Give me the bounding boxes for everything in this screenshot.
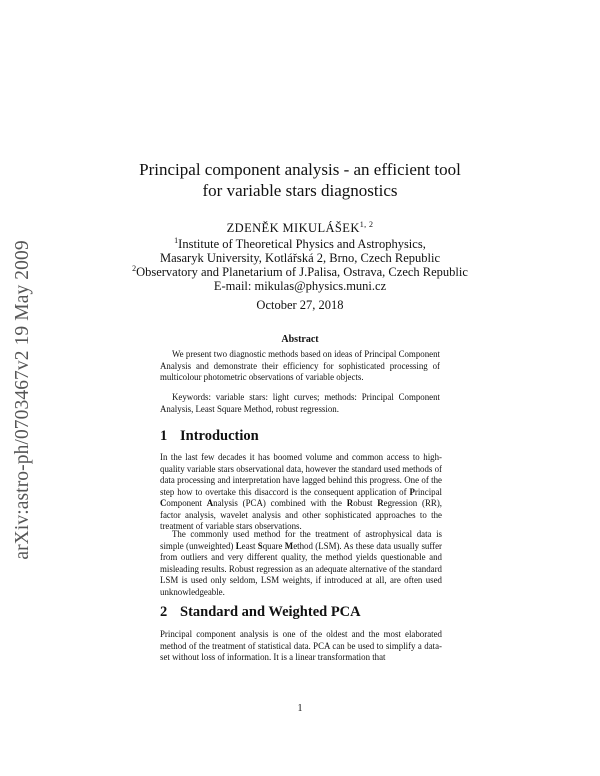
text-run: quare [262, 540, 285, 551]
author-line [100, 221, 500, 236]
bold-letter: P [409, 486, 415, 497]
author-affiliation-marks: 1, 2 [359, 219, 374, 229]
abstract-heading: Abstract [281, 334, 319, 345]
arxiv-identifier: arXiv:astro-ph/0703467v2 19 May 2009 [12, 240, 33, 560]
keywords: Keywords: variable stars: light curves; methods: Principal Component Analysis, Least Square Method, robust regression. [160, 392, 440, 414]
arxiv-sidebar [8, 200, 38, 600]
bold-letter: R [377, 498, 384, 508]
affiliation-1-line-2: Masaryk University, Kotlářská 2, Brno, Czech Republic [159, 251, 441, 265]
bold-letter: C [160, 498, 167, 508]
section-heading-pca [160, 604, 480, 621]
intro-paragraph-1 [160, 452, 442, 533]
paper-title-line-1: Principal component analysis - an efficient tool [139, 160, 461, 179]
abstract-text: We present two diagnostic methods based on ideas of Principal Component Analysis and demonstrate their efficiency for sophisticated processing of multicolour photometric observations of variable objects. [160, 349, 440, 383]
text-run: The commonly used method for the treatment of astrophysical data is simple (unweighted) [160, 529, 442, 551]
section-number: 1 [160, 428, 168, 444]
text-run: nalysis (PCA) combined with the [213, 498, 347, 508]
paper-title-line-2: for variable stars diagnostics [202, 181, 398, 200]
text-run: east [241, 540, 258, 551]
section-heading-introduction [160, 428, 480, 445]
affiliation-2 [100, 265, 500, 280]
section-number: 2 [160, 604, 168, 620]
bold-letter: L [235, 540, 242, 551]
paper-date: October 27, 2018 [256, 298, 344, 312]
text-run: rincipal [414, 486, 442, 497]
text-run: omponent [166, 498, 207, 508]
page-number: 1 [297, 703, 303, 714]
affiliation-1-text: Institute of Theoretical Physics and Astrophysics, [178, 237, 426, 251]
text-run: egression (RR), factor analysis, wavelet analysis and other sophisticated approaches to the treatment of variable stars observations. [160, 498, 442, 531]
bold-letter: S [257, 540, 263, 551]
author-name: ZDENĚK MIKULÁŠEK [226, 221, 360, 235]
text-run: obust [353, 498, 378, 508]
bold-letter: R [346, 498, 354, 508]
section-title: Standard and Weighted PCA [180, 604, 361, 620]
text-run: In the last few decades it has boomed volume and common access to high-quality variable stars observational data, however the standard used methods of data processing and interpretation have lagged behind this progress. One of the step how to overtake this disaccord is the consequent application of [160, 452, 442, 497]
bold-letter: A [206, 498, 214, 508]
affiliation-2-mark: 2 [132, 263, 137, 273]
bold-letter: M [284, 540, 294, 551]
affiliation-1-line-1 [100, 237, 500, 252]
pca-paragraph-1: Principal component analysis is one of the oldest and the most elaborated method of the treatment of statistical data. PCA can be used to simplify a data-set without loss of information. It is a linear transformation that [160, 629, 442, 662]
affiliation-2-text: Observatory and Planetarium of J.Palisa, Ostrava, Czech Republic [136, 265, 468, 279]
text-run: ethod (LSM). As these data usually suffer from outliers and very different quality, the method yields questionable and misleading results. Robust regression as an adequate alternative of the standard LSM is used only seldom, LSM weights, if introduced at all, are often used unknowledgeable. [160, 540, 442, 597]
affiliation-1-mark: 1 [174, 235, 179, 245]
author-email: E-mail: mikulas@physics.muni.cz [213, 279, 387, 293]
section-title: Introduction [180, 428, 259, 444]
intro-paragraph-2 [160, 529, 442, 598]
